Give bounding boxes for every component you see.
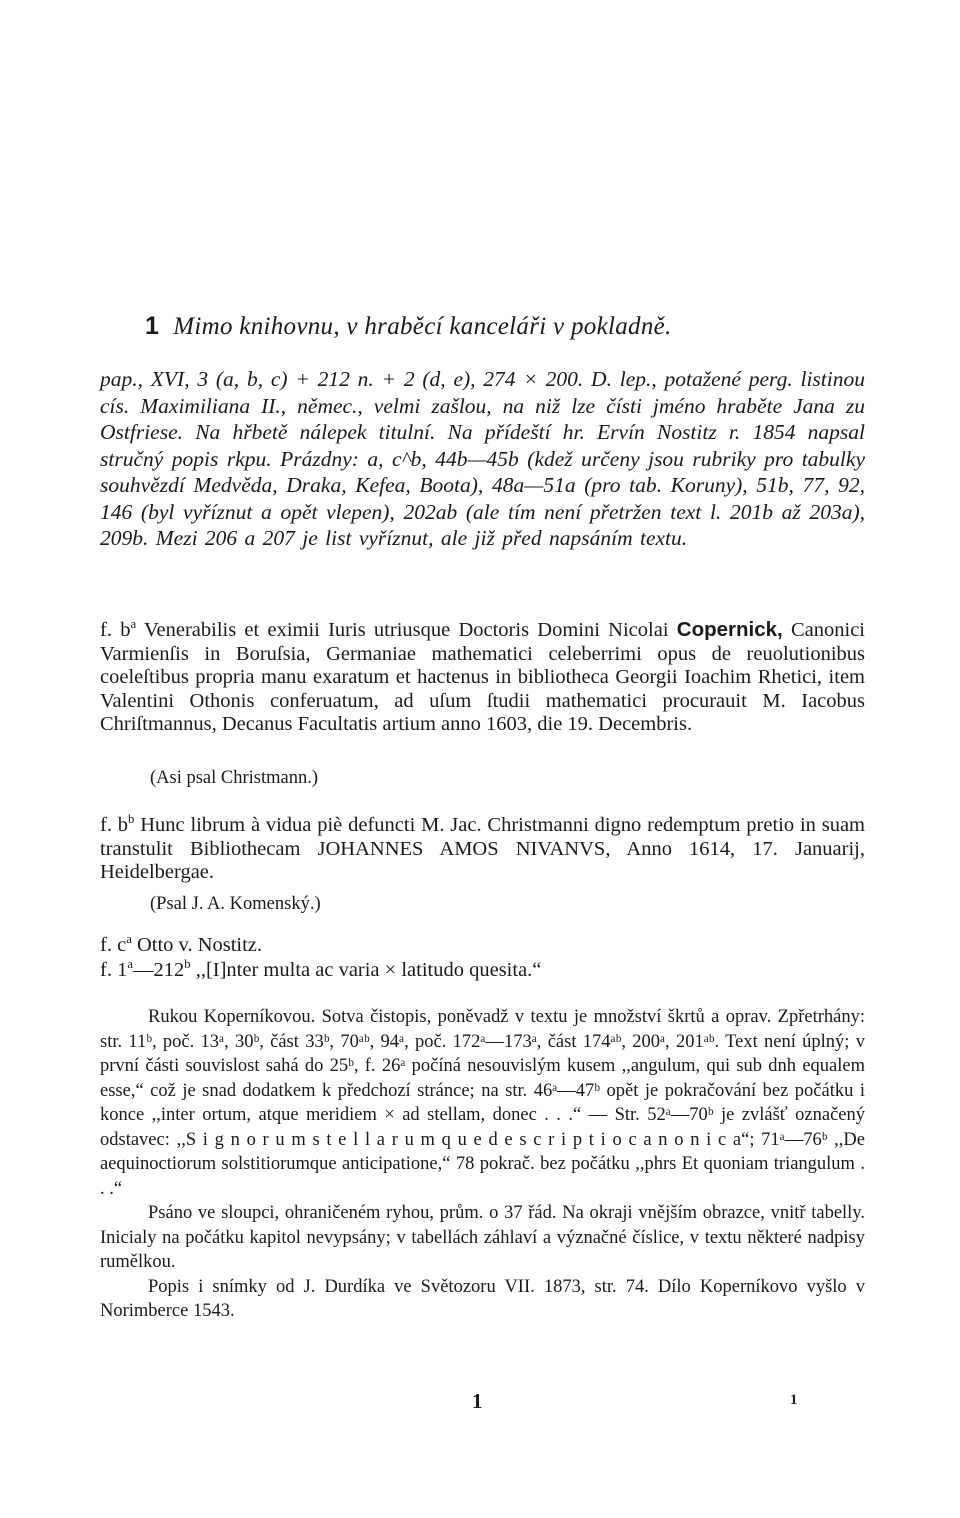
page-number: 1 <box>790 1392 798 1408</box>
commentary-paragraph: Rukou Koperníkovou. Sotva čistopis, poněvadž v textu je množství škrtů a oprav. Zpřetrhány: str. 11ᵇ, poč. 13ᵃ, 30ᵇ, část 33ᵇ, 70ᵃᵇ, 94ᵃ, poč. 172ᵃ—173ᵃ, část 174ᵃᵇ, 200ᵃ, 201ᵃᵇ. Text není úplný; v první části souvislost sahá do 25ᵇ, f. 26ᵃ počíná nesouvislým kusem ,,angulum, qui sub dnh equalem esse,“ což je snad dodatkem k předchozí stránce; na str. 46ᵃ—47ᵇ opět je pokračování bez počátku i konce ,,inter ortum, atque meridiem × ad stellam, donec . . .“ — Str. 52ᵃ—70ᵇ je zvlášť označený odstavec: ,,S i g n o r u m s t e l l a r u m q u e d e s c r i p t i o c a n o n i c a“; 71ᵃ—76ᵇ ,,De aequinoctiorum solstitiorumque anticipatione,“ 78 pokrač. bez počátku ,,phrs Et quoniam triangulum . . .“ <box>100 1007 865 1199</box>
entry-heading <box>145 312 865 341</box>
copernicus-name: Copernick, <box>676 618 783 641</box>
attribution-note-christmann: (Asi psal Christmann.) <box>150 768 319 788</box>
flyleaf-inscription-ca: f. $c^a$ Otto v. Nostitz. <box>100 932 263 956</box>
entry-location: Mimo knihovnu, v hraběcí kanceláři v pokladně. <box>173 313 672 340</box>
entry-number: 1 <box>145 312 160 340</box>
flyleaf-inscription-bb: f. $b^b$ Hunc librum à vidua piè defuncti M. Jac. Christmanni digno redemptum pretio in suam transtulit Bibliothecam JOHANNES AMOS NIVANVS, Anno 1614, 17. Januarij, Heidelbergae. <box>100 812 865 883</box>
attribution-note-komensky: (Psal J. A. Komenský.) <box>150 894 321 914</box>
footer-entry-number: 1 <box>472 1389 483 1413</box>
commentary-paragraph: Popis i snímky od J. Durdíka ve Světozoru VII. 1873, str. 74. Dílo Koperníkovo vyšlo v Norimberce 1543. <box>100 1276 865 1321</box>
physical-description: pap., XVI, 3 (a, b, c) + 212 n. + 2 (d, e), 274 × 200. D. lep., potažené perg. listinou cís. Maximiliana II., němec., velmi zašlou, na niž lze čísti jméno hraběte Jana zu Ostfriese. Na hřbetě nálepek titulní. Na přídeští hr. Ervín Nostitz r. 1854 napsal stručný popis rkpu. Prázdny: a, c^b, 44b—45b (kdež určeny jsou rubriky pro tabulky souhvězdí Medvěda, Draka, Kefea, Boota), 48a—51a (pro tab. Koruny), 51b, 77, 92, 146 (byl vyříznut a opět vlepen), 202ab (ale tím není přetržen text l. 201b až 203a), 209b. Mezi 206 a 207 je list vyříznut, ale již před napsáním textu. <box>100 367 865 550</box>
commentary-paragraph: Psáno ve sloupci, ohraničeném ryhou, prům. o 37 řád. Na okraji vnějším obrazce, vnitř tabelly. Inicialy na počátku kapitol nevypsány; v tabellách záhlaví a význačné číslice, v textu některé nadpisy rumělkou. <box>100 1203 865 1272</box>
commentary <box>100 1005 865 1324</box>
folio-range-incipit: f. 1$^a$—212$^b$ ,,[I]nter multa ac varia × latitudo quesita.“ <box>100 957 542 981</box>
flyleaf-inscription-ba: f. $b^a$ Venerabilis et eximii Iuris utriusque Doctoris Domini Nicolai Copernick, Canonici Varmienſis in Boruſsia, Germaniae mathematici celeberrimi opus de reuolutionibus coeleſtibus propria manu exaratum et hactenus in bibliotheca Georgii Ioachim Rhetici, item Valentini Othonis conferuatum, ad uſum ſtudii mathematici procurauit M. Iacobus Chriſtmannus, Decanus Facultatis artium anno 1603, die 19. Decembris. <box>100 617 865 735</box>
